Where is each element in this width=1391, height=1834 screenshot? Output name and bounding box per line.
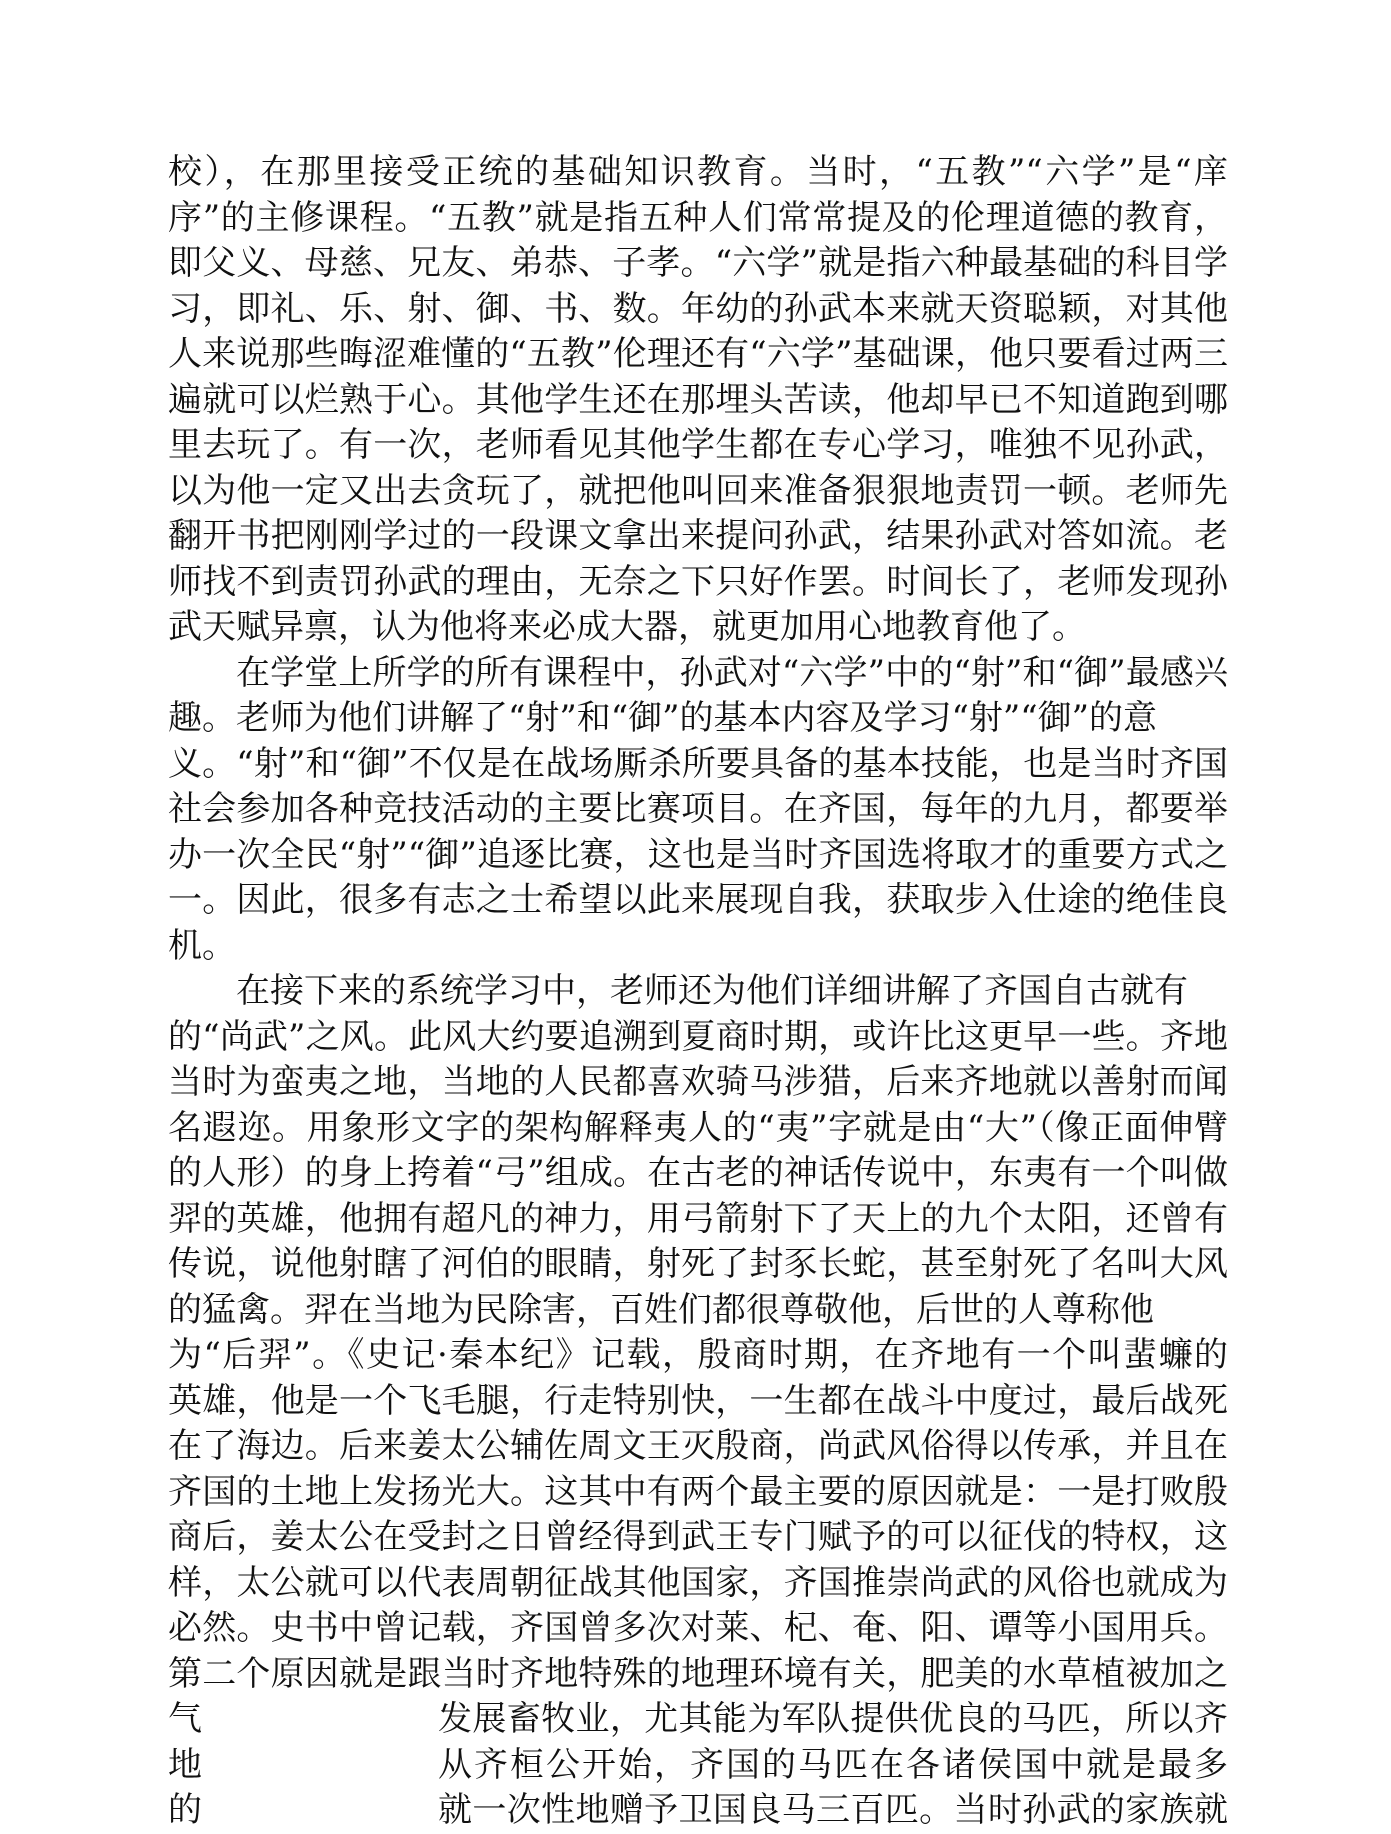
text-line: 序”的主修课程。“五教”就是指五种人们常常提及的伦理道德的教育， [168,197,1228,238]
split-line-left: 气 [168,1699,202,1739]
text-line: 社会参加各种竞技活动的主要比赛项目。在齐国，每年的九月，都要举 [168,789,1228,829]
split-line [168,1743,1228,1789]
split-line-left: 地 [168,1744,202,1785]
text-line: 即父义、母慈、兄友、弟恭、子孝。“六学”就是指六种最基础的科目学 [168,243,1228,283]
text-line: 的猛禽。羿在当地为民除害，百姓们都很尊敬他，后世的人尊称他 [168,1289,1154,1330]
split-line [168,1697,1228,1743]
text-line: 武天赋异禀，认为他将来必成大器，就更加用心地教育他了。 [168,607,1086,647]
text-line: 以为他一定又出去贪玩了，就把他叫回来准备狠狠地责罚一顿。老师先 [168,470,1228,511]
split-line [168,1788,1228,1834]
text-line: 机。 [168,925,236,966]
text-line: 校），在那里接受正统的基础知识教育。当时，“五教”“六学”是“庠 [168,152,1228,192]
text-line: 齐国的土地上发扬光大。这其中有两个最主要的原因就是：一是打败殷 [168,1471,1228,1512]
split-line-right: 发展畜牧业，尤其能为军队提供优良的马匹，所以齐 [438,1699,1228,1739]
text-line: 商后，姜太公在受封之日曾经得到武王专门赋予的可以征伐的特权，这 [168,1517,1228,1557]
text-line: 名遐迩。用象形文字的架构解释夷人的“夷”字就是由“大”（像正面伸臂 [168,1107,1228,1148]
document-page [168,150,1228,1830]
text-line: 里去玩了。有一次，老师看见其他学生都在专心学习，唯独不见孙武， [168,425,1228,465]
text-line: 的人形）的身上挎着“弓”组成。在古老的神话传说中，东夷有一个叫做 [168,1153,1228,1193]
text-line: 办一次全民“射”“御”追逐比赛，这也是当时齐国选将取才的重要方式之 [168,834,1228,875]
text-line: 样，太公就可以代表周朝征战其他国家，齐国推崇尚武的风俗也就成为 [168,1562,1228,1603]
text-line: 习，即礼、乐、射、御、书、数。年幼的孙武本来就天资聪颖，对其他 [168,288,1228,329]
paragraph-first-line: 在接下来的系统学习中，老师还为他们详细讲解了齐国自古就有 [236,971,1188,1011]
text-line: 羿的英雄，他拥有超凡的神力，用弓箭射下了天上的九个太阳，还曾有 [168,1198,1228,1239]
paragraph-first-line: 在学堂上所学的所有课程中，孙武对“六学”中的“射”和“御”最感兴 [236,652,1228,693]
split-line-right: 就一次性地赠予卫国良马三百匹。当时孙武的家族就 [438,1790,1228,1830]
text-line: 在了海边。后来姜太公辅佐周文王灭殷商，尚武风俗得以传承，并且在 [168,1426,1228,1466]
text-line: 传说，说他射瞎了河伯的眼睛，射死了封豕长蛇，甚至射死了名叫大风 [168,1244,1228,1284]
text-line: 英雄，他是一个飞毛腿，行走特别快，一生都在战斗中度过，最后战死 [168,1380,1228,1421]
text-line: 一。因此，很多有志之士希望以此来展现自我，获取步入仕途的绝佳良 [168,880,1228,920]
text-line: 翻开书把刚刚学过的一段课文拿出来提问孙武，结果孙武对答如流。老 [168,516,1228,556]
text-line: 遍就可以烂熟于心。其他学生还在那埋头苦读，他却早已不知道跑到哪 [168,379,1228,420]
text-line: 当时为蛮夷之地，当地的人民都喜欢骑马涉猎，后来齐地就以善射而闻 [168,1062,1228,1102]
text-line: 必然。史书中曾记载，齐国曾多次对莱、杞、奄、阳、谭等小国用兵。 [168,1608,1228,1648]
text-line: 师找不到责罚孙武的理由，无奈之下只好作罢。时间长了，老师发现孙 [168,561,1228,602]
split-line-left: 的 [168,1790,202,1830]
text-line: 第二个原因就是跟当时齐地特殊的地理环境有关，肥美的水草植被加之 [168,1653,1228,1694]
text-line: 为“后羿”。《史记·秦本纪》记载，殷商时期，在齐地有一个叫蜚蠊的 [168,1335,1228,1375]
text-line: 趣。老师为他们讲解了“射”和“御”的基本内容及学习“射”“御”的意 [168,698,1158,738]
text-line: 人来说那些晦涩难懂的“五教”伦理还有“六学”基础课，他只要看过两三 [168,334,1228,374]
split-line-right: 从齐桓公开始，齐国的马匹在各诸侯国中就是最多 [438,1744,1228,1785]
text-line: 的“尚武”之风。此风大约要追溯到夏商时期，或许比这更早一些。齐地 [168,1016,1228,1057]
text-line: 义。“射”和“御”不仅是在战场厮杀所要具备的基本技能，也是当时齐国 [168,743,1228,784]
